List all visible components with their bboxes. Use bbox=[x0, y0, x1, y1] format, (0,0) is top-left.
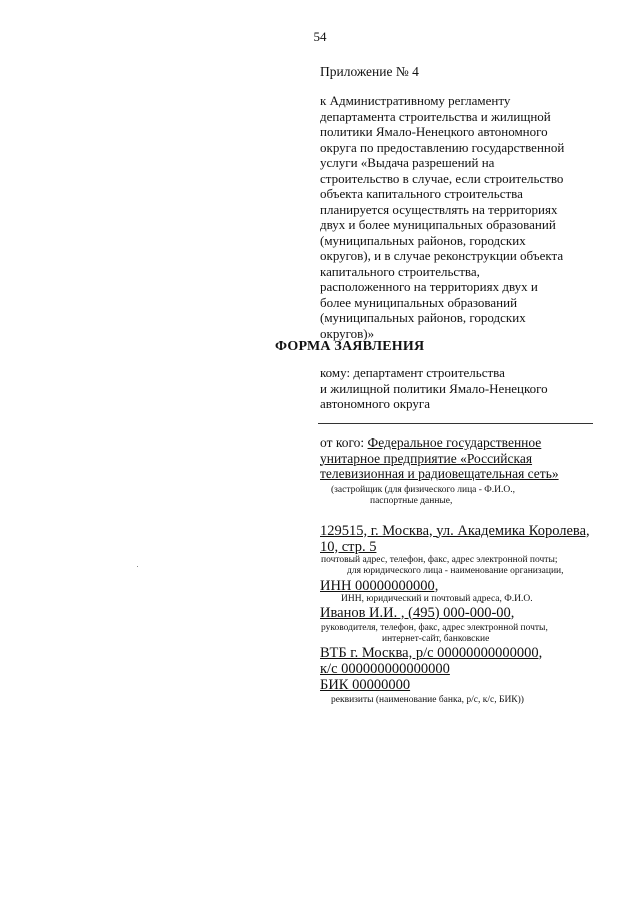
recipient-line: и жилищной политики Ямало-Ненецкого bbox=[320, 380, 548, 396]
recipient-block bbox=[320, 365, 548, 412]
appendix-line: капитального строительства, bbox=[320, 263, 480, 279]
appendix-line: (муниципальных районов, городских bbox=[320, 310, 526, 325]
appendix-line: более муниципальных образований bbox=[320, 294, 518, 310]
address-hint: для юридического лица - наименование организации, bbox=[347, 565, 564, 576]
inn-line: ИНН 00000000000, bbox=[320, 577, 439, 594]
bank-line: к/с 000000000000000 bbox=[320, 660, 450, 677]
appendix-line: политики Ямало-Ненецкого автономного bbox=[320, 124, 548, 139]
bank-hint: реквизиты (наименование банка, р/с, к/с, БИК)) bbox=[331, 694, 524, 705]
sender-name-line: унитарное предприятие «Российская bbox=[320, 450, 533, 466]
recipient-line: автономного округа bbox=[320, 396, 430, 411]
sender-name-line: телевизионная и радиовещательная сеть» bbox=[320, 466, 559, 481]
appendix-line: планируется осуществлять на территориях bbox=[320, 201, 558, 217]
developer-hint: (застройщик (для физического лица - Ф.И.О., bbox=[331, 484, 516, 495]
recipient-blank-line bbox=[318, 423, 593, 424]
sender-block bbox=[320, 435, 620, 706]
sender-label: от кого: bbox=[320, 435, 365, 450]
appendix-title: Приложение № 4 bbox=[320, 64, 419, 79]
appendix-line: округа по предоставлению государственной bbox=[320, 139, 565, 155]
appendix-description bbox=[320, 93, 620, 341]
contact-hint: руководителя, телефон, факс, адрес электронной почты, bbox=[321, 622, 548, 633]
bank-line: ВТБ г. Москва, р/с 00000000000000, bbox=[320, 644, 543, 661]
address-line: 10, стр. 5 bbox=[320, 538, 377, 555]
appendix-line: строительство в случае, если строительство bbox=[320, 170, 564, 186]
contact-hint: интернет-сайт, банковские bbox=[382, 633, 490, 644]
sender-name-line bbox=[320, 435, 620, 451]
recipient-line: кому: департамент строительства bbox=[320, 365, 505, 380]
appendix-line: (муниципальных районов, городских bbox=[320, 232, 526, 248]
developer-hint: паспортные данные, bbox=[370, 495, 453, 506]
appendix-line: объекта капитального строительства bbox=[320, 186, 523, 201]
appendix-line: округов)» bbox=[320, 325, 375, 341]
bank-line: БИК 00000000 bbox=[320, 676, 411, 693]
page-number: 54 bbox=[313, 29, 327, 44]
form-title: ФОРМА ЗАЯВЛЕНИЯ bbox=[275, 339, 425, 354]
scan-speck bbox=[137, 566, 138, 567]
appendix-line: округов), и в случае реконструкции объекта bbox=[320, 248, 564, 263]
appendix-line: к Административному регламенту bbox=[320, 93, 511, 108]
address-line: 129515, г. Москва, ул. Академика Королева, bbox=[320, 522, 590, 539]
address-hint: почтовый адрес, телефон, факс, адрес электронной почты; bbox=[321, 554, 558, 565]
appendix-line: двух и более муниципальных образований bbox=[320, 217, 556, 232]
appendix-line: услуги «Выдача разрешений на bbox=[320, 155, 495, 170]
appendix-line: расположенного на территориях двух и bbox=[320, 279, 538, 294]
sender-name-part: Федеральное государственное bbox=[367, 435, 542, 450]
contact-line: Иванов И.И. , (495) 000-000-00, bbox=[320, 604, 515, 621]
appendix-line: департамента строительства и жилищной bbox=[320, 108, 551, 124]
inn-hint: ИНН, юридический и почтовый адреса, Ф.И.О. bbox=[341, 593, 533, 604]
